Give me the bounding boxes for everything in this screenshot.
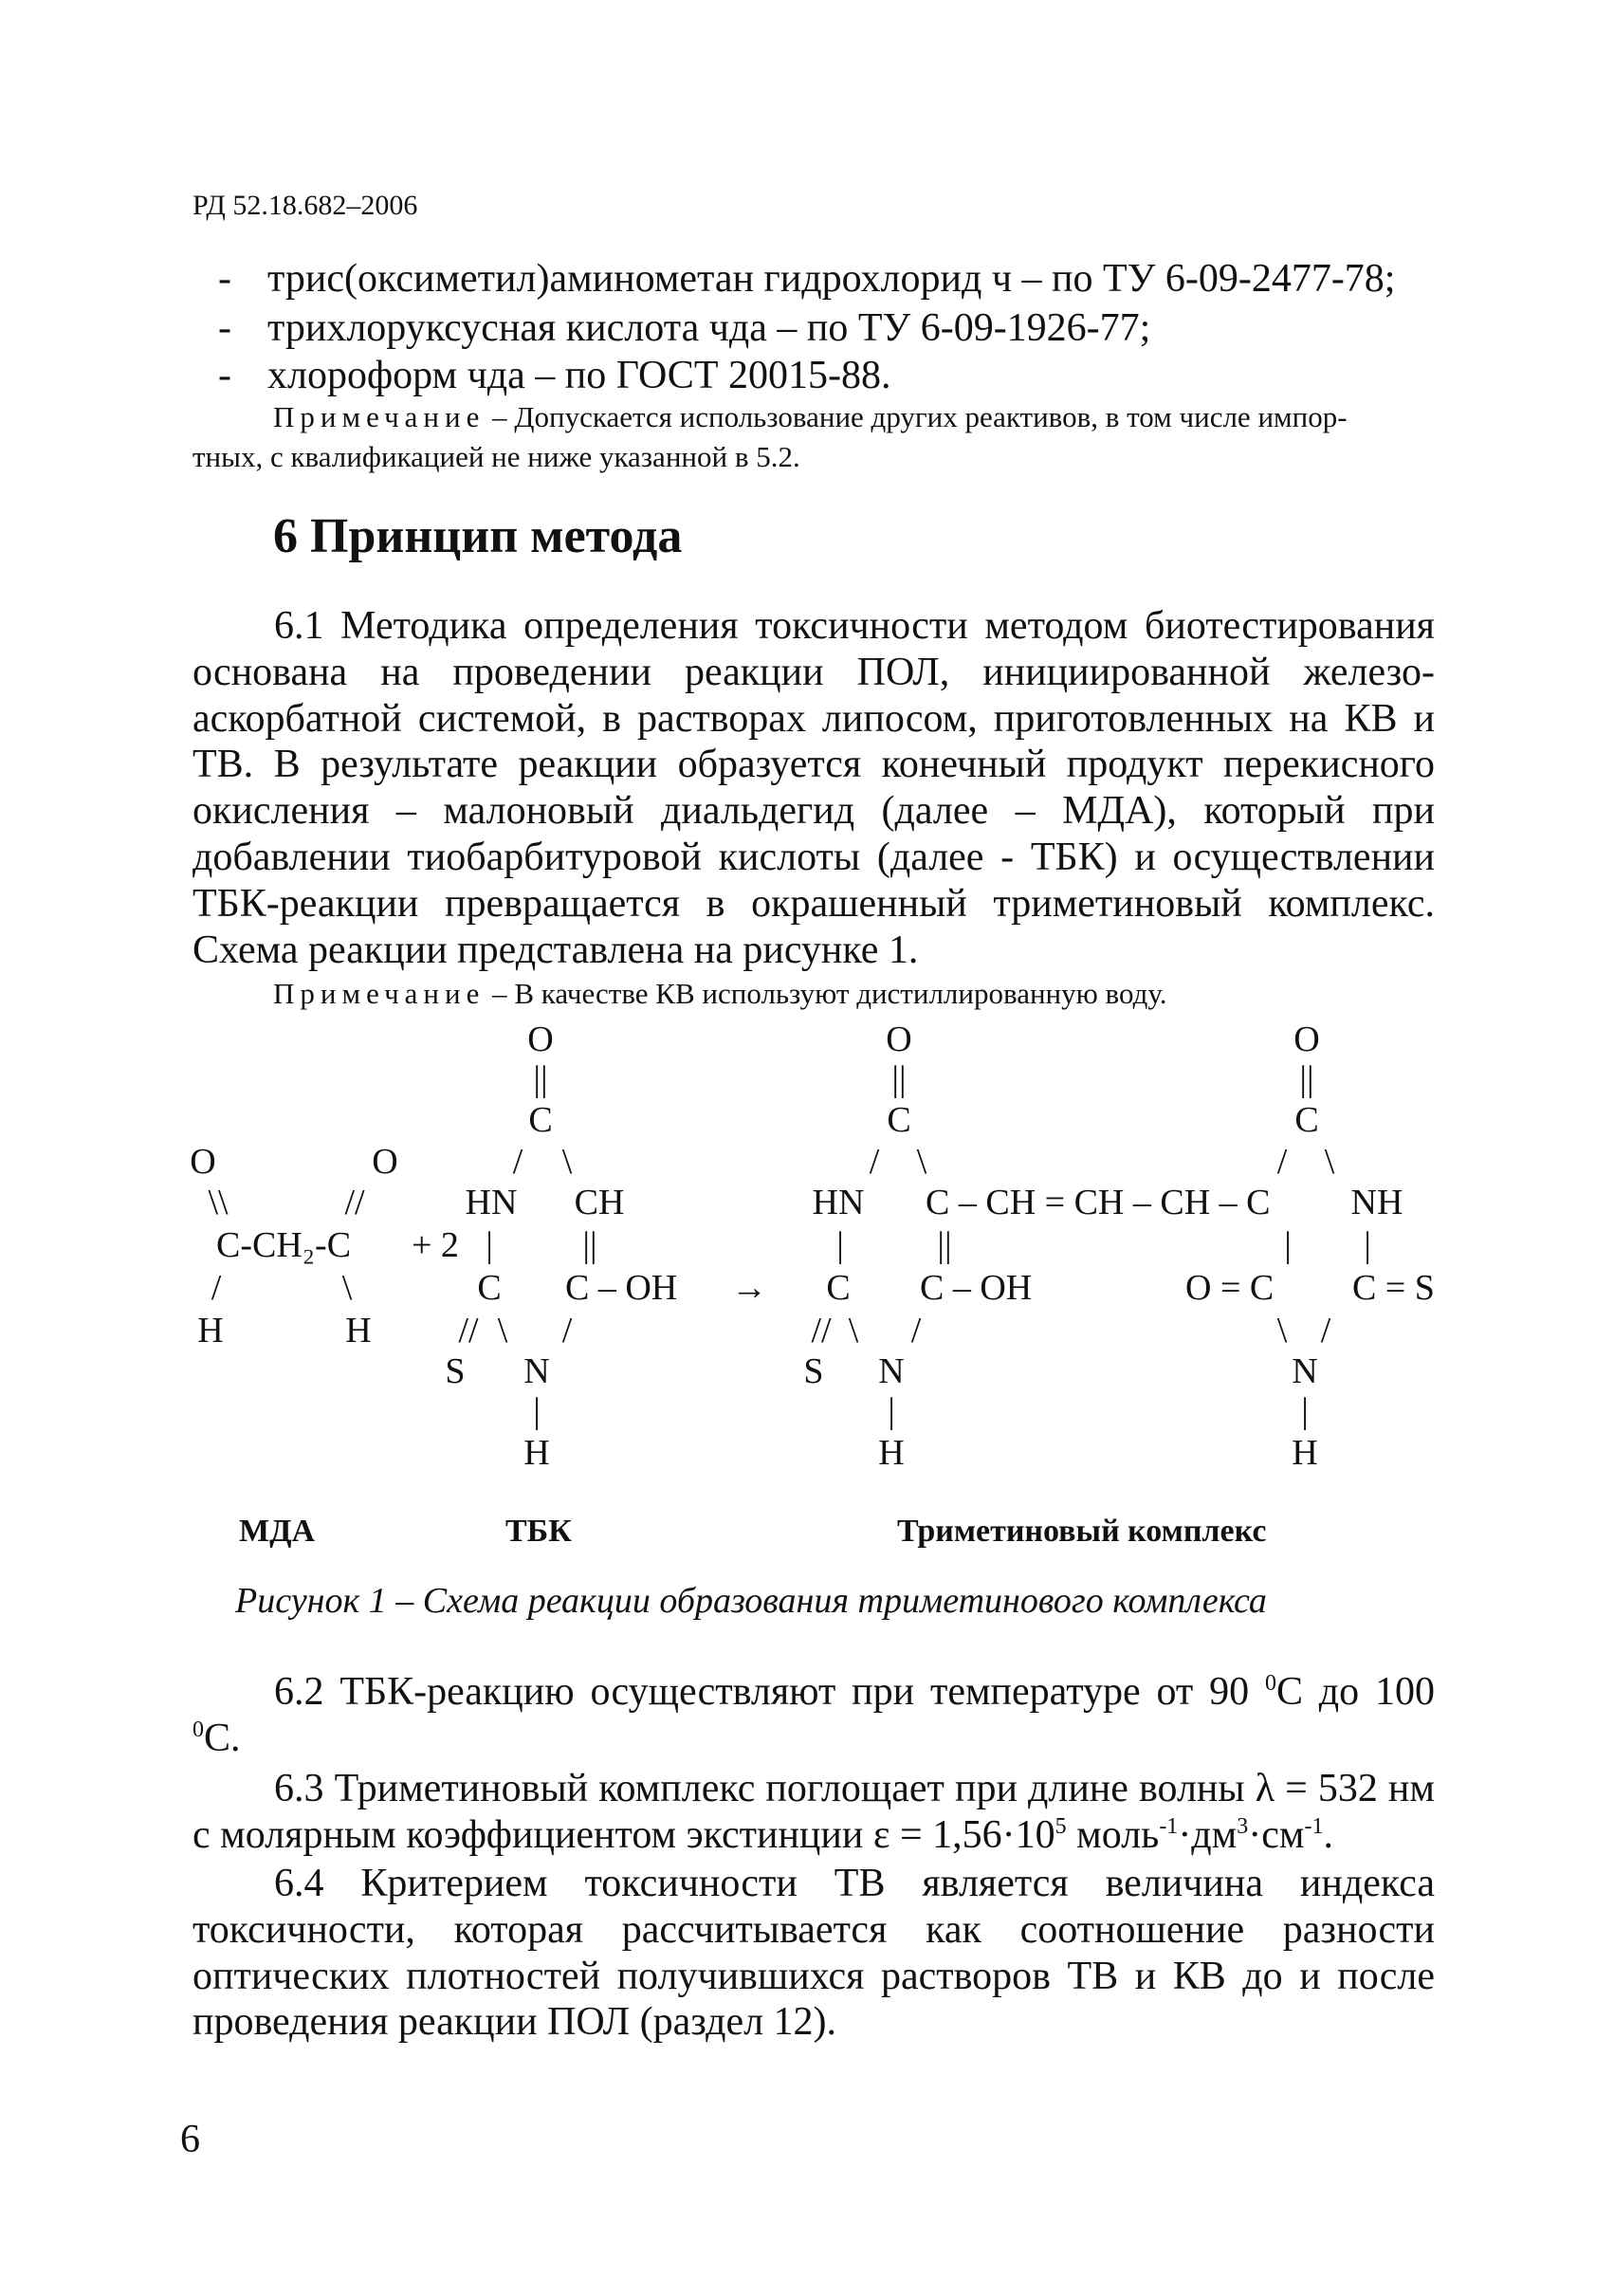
bond: \ [1324,1142,1335,1182]
oxygen-atom: O [886,1019,912,1059]
ch-group: CH [574,1183,625,1222]
bond: / [561,1311,573,1350]
label-mda: МДА [239,1514,316,1549]
bond: / [869,1142,880,1182]
hn-group: HN [465,1183,518,1222]
bond: | [888,1391,895,1431]
bond: | [1301,1391,1309,1431]
bond: / [1276,1142,1288,1182]
double-bond: || [891,1059,907,1099]
figure-caption: Рисунок 1 – Схема реакции образования триметинового комплекса [235,1581,1267,1621]
sulfur-atom: S [803,1351,824,1391]
reaction-arrow: → [731,1268,767,1308]
list-item: - трихлоруксусная кислота чда – по ТУ 6-09-1926-77; [218,306,1151,350]
double-bond: || [533,1059,548,1099]
bond: \ [341,1268,353,1308]
nh-group: NH [1350,1183,1403,1222]
bond: / [1320,1311,1331,1350]
label-tbk: ТБК [505,1514,572,1549]
mda-core: C-CH₂-C [216,1225,352,1265]
double-bond: // [344,1183,365,1222]
c-oh-group: C – OH [565,1268,678,1308]
double-bond: || [937,1225,952,1265]
bond: | [836,1225,844,1265]
paragraph-6-1: 6.1 Методика определения токсичности методом биотестирования основана на проведении реакции ПОЛ, инициированной железо-аскорбатной системой, в растворах липосом, приготовленных на КВ и ТВ. В результате реакции образуется конечный продукт перекисного окисления – малоновый диальдегид (далее – МДА), который при добавлении тиобарбитуровой кислоты (далее - ТБК) и осуществлении ТБК-реакции превращается в окрашенный триметиновый комплекс. Схема реакции представлена на рисунке 1. [193,604,1435,972]
bond: | [1284,1225,1292,1265]
oxygen-atom: O [1293,1019,1320,1059]
note-label: Примечание [273,400,486,433]
list-item: - трис(оксиметил)аминометан гидрохлорид ч – по ТУ 6-09-2477-78; [218,257,1396,301]
carbon-atom: C [477,1268,502,1308]
hydrogen-atom: H [345,1311,372,1350]
bond: \ [848,1311,859,1350]
double-bond: \\ [208,1183,229,1222]
double-bond: // [811,1311,832,1350]
paragraph-6-4: 6.4 Критерием токсичности ТВ является величина индекса токсичности, которая рассчитывается как соотношение разности оптических плотностей получившихся растворов ТВ и КВ до и после проведения реакции ПОЛ (раздел 12). [193,1862,1435,2045]
carbon-atom: C [1294,1100,1319,1140]
note-line: тных, с квалификацией не ниже указанной в 5.2. [193,440,800,473]
nitrogen-atom: N [1292,1351,1318,1391]
hn-group: HN [812,1183,865,1222]
bond: | [486,1225,493,1265]
label-complex: Триметиновый комплекс [897,1514,1267,1549]
hydrogen-atom: H [197,1311,224,1350]
oxygen-atom: O [527,1019,554,1059]
bond: \ [497,1311,508,1350]
c-oh-group: C – OH [920,1268,1033,1308]
carbon-atom: C [826,1268,851,1308]
thiocarbonyl-group: C = S [1352,1268,1435,1308]
bond: \ [1276,1311,1288,1350]
double-bond: || [1299,1059,1314,1099]
document-header: РД 52.18.682–2006 [193,190,418,221]
double-bond: // [458,1311,479,1350]
bond: | [1364,1225,1371,1265]
bond: / [512,1142,523,1182]
page-number: 6 [180,2118,200,2161]
bond: / [211,1268,222,1308]
note-label: Примечание [273,977,486,1010]
oxygen-atom: O [372,1142,398,1182]
hydrogen-atom: H [878,1433,905,1473]
paragraph-6-2: 6.2 ТБК-реакцию осуществляют при температуре от 90 $^0$С до 100 $^0$С. [193,1670,1435,1760]
double-bond: || [582,1225,597,1265]
note-line: Примечание – В качестве КВ используют дистиллированную воду. [273,977,1167,1010]
bond: | [533,1391,541,1431]
nitrogen-atom: N [878,1351,905,1391]
oxygen-atom: O [190,1142,216,1182]
list-item: - хлороформ чда – по ГОСТ 20015-88. [218,354,891,397]
hydrogen-atom: H [1292,1433,1318,1473]
note-line: Примечание – Допускается использование других реактивов, в том числе импор- [273,400,1348,433]
carbon-atom: C [887,1100,911,1140]
nitrogen-atom: N [523,1351,550,1391]
methine-chain: C – CH = CH – CH – C [926,1183,1271,1222]
plus-two: + 2 [412,1225,459,1265]
bond: \ [916,1142,927,1182]
carbonyl-group: O = C [1185,1268,1275,1308]
sulfur-atom: S [445,1351,466,1391]
carbon-atom: C [528,1100,553,1140]
section-title: 6 Принцип метода [273,509,683,563]
bond: / [910,1311,922,1350]
bond: \ [561,1142,573,1182]
paragraph-6-3: 6.3 Триметиновый комплекс поглощает при длине волны λ = 532 нм с молярным коэффициентом экстинции $\varepsilon = 1,56\cdot 10^5$ $моль^{-1}\cdot дм^3\cdot см^{-1}$. [193,1767,1435,1857]
hydrogen-atom: H [523,1433,550,1473]
